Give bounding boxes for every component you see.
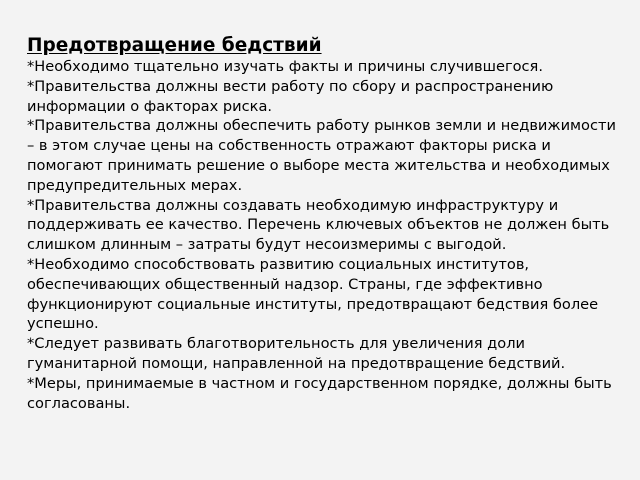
slide-content [27, 34, 627, 413]
list-item: *Правительства должны обеспечить работу рынков земли и недвижимости – в этом случае цены на собственность отражают факторы риска и помогают принимать решение о выборе места жительства и необходимых предупредительных мерах. [27, 117, 616, 194]
list-item: *Правительства должны вести работу по сбору и распространению информации о факторах риска. [27, 77, 554, 115]
list-item: *Меры, принимаемые в частном и государственном порядке, должны быть согласованы. [27, 374, 612, 412]
list-item: *Необходимо способствовать развитию социальных институтов, обеспечивающих общественный надзор. Страны, где эффективно функционируют социальные институты, предотвращают бедствия более успешно. [27, 255, 599, 333]
list-item: *Правительства должны создавать необходимую инфраструктуру и поддерживать ее качество. Перечень ключевых объектов не должен быть слишком длинным – затраты будут несоизмеримы с выгодой. [27, 196, 610, 254]
bullet-list [27, 57, 627, 413]
list-item: *Следует развивать благотворительность для увеличения доли гуманитарной помощи, направленной на предотвращение бедствий. [27, 335, 566, 372]
slide-title: Предотвращение бедствий [27, 35, 322, 56]
list-item: *Необходимо тщательно изучать факты и причины случившегося. [27, 58, 543, 75]
